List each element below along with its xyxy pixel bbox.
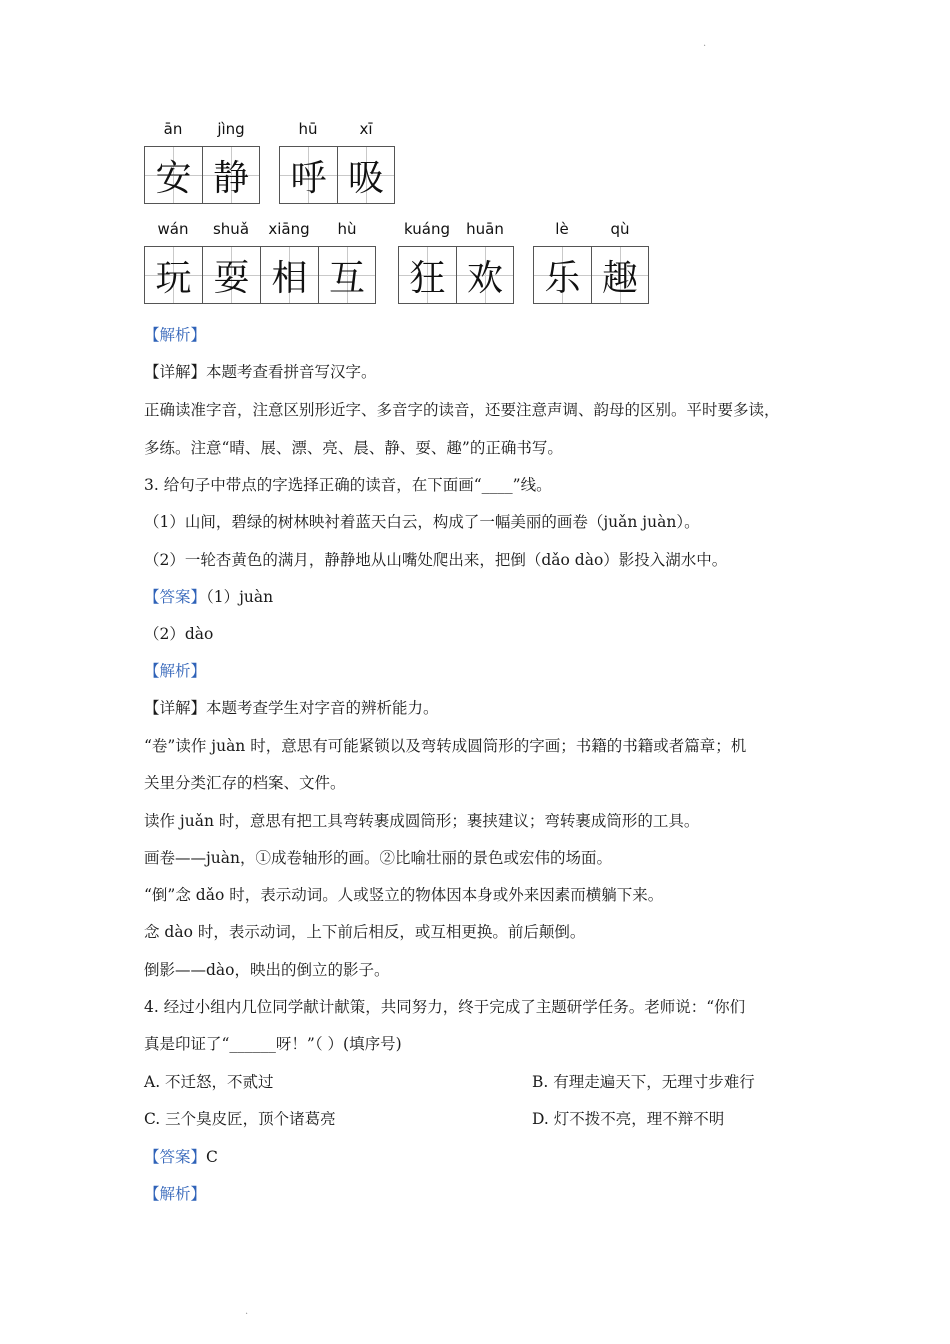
char-cell	[279, 120, 337, 204]
paragraph-line: 画卷——juàn，①成卷轴形的画。②比喻壮丽的景色或宏伟的场面。	[144, 849, 613, 867]
char-cell	[533, 220, 591, 304]
pinyin: wán	[157, 220, 189, 238]
char-cell	[202, 220, 260, 304]
hanzi: 安	[144, 146, 202, 204]
hanzi: 相	[260, 246, 318, 304]
analysis-label: 【解析】	[144, 1185, 207, 1203]
question-sentence: （1）山间，碧绿的树林映衬着蓝天白云，构成了一幅美丽的画卷（juǎn juàn）。	[144, 513, 700, 531]
char-cell	[456, 220, 514, 304]
option-c: C. 三个臭皮匠，顶个诸葛亮	[144, 1110, 336, 1128]
hanzi: 互	[318, 246, 376, 304]
hanzi: 呼	[279, 146, 337, 204]
paragraph-line: 正确读准字音，注意区别形近字、多音字的读音，还要注意声调、韵母的区别。平时要多读，	[144, 401, 780, 419]
paragraph-line: 倒影——dào，映出的倒立的影子。	[144, 961, 390, 979]
option-b: B. 有理走遍天下，无理寸步难行	[532, 1073, 755, 1091]
hanzi: 乐	[533, 246, 591, 304]
analysis-label: 【解析】	[144, 326, 207, 344]
question-stem: 4. 经过小组内几位同学献计献策，共同努力，终于完成了主题研学任务。老师说：“你们	[144, 998, 746, 1016]
word-lequ	[533, 220, 649, 304]
paragraph-line: 读作 juǎn 时，意思有把工具弯转裹成圆筒形；裹挟建议；弯转裹成筒形的工具。	[144, 812, 700, 830]
hanzi: 趣	[591, 246, 649, 304]
pinyin: shuǎ	[212, 220, 250, 238]
answer-line	[144, 585, 273, 607]
hanzi: 耍	[202, 246, 260, 304]
pinyin: lè	[555, 220, 569, 238]
question-sentence: （2）一轮杏黄色的满月，静静地从山嘴处爬出来，把倒（dǎo dào）影投入湖水中。	[144, 551, 728, 569]
hanzi: 欢	[456, 246, 514, 304]
pinyin: xī	[359, 120, 373, 138]
analysis-label: 【解析】	[144, 662, 207, 680]
pinyin: ān	[163, 120, 183, 138]
pinyin: jìng	[217, 120, 245, 138]
corner-dot: .	[703, 38, 707, 49]
option-a: A. 不迁怒，不贰过	[144, 1073, 274, 1091]
detail-text: 【详解】本题考查学生对字音的辨析能力。	[144, 699, 439, 717]
paragraph-line: 多练。注意“晴、展、漂、亮、晨、静、耍、趣”的正确书写。	[144, 439, 563, 457]
paragraph-line: “卷”读作 juàn 时，意思有可能紧锁以及弯转成圆筒形的字画；书籍的书籍或者篇章；机	[144, 737, 747, 755]
answer-text: （2）dào	[144, 625, 214, 643]
pinyin: huān	[466, 220, 504, 238]
char-cell	[318, 220, 376, 304]
hanzi: 吸	[337, 146, 395, 204]
footer-dot: .	[245, 1306, 249, 1317]
option-d: D. 灯不拨不亮，理不辩不明	[532, 1110, 725, 1128]
word-anjing	[144, 120, 260, 204]
pinyin: hū	[298, 120, 318, 138]
paragraph-line: “倒”念 dǎo 时，表示动词。人或竖立的物体因本身或外来因素而横躺下来。	[144, 886, 664, 904]
char-cell	[591, 220, 649, 304]
pinyin: hù	[337, 220, 357, 238]
hanzi: 狂	[398, 246, 456, 304]
char-cell	[202, 120, 260, 204]
detail-text: 【详解】本题考查看拼音写汉字。	[144, 363, 377, 381]
answer-text: （1）juàn	[206, 588, 274, 606]
answer-text: C	[206, 1148, 218, 1166]
char-cell	[144, 220, 202, 304]
question-stem: 3. 给句子中带点的字选择正确的读音，在下面画“____”线。	[144, 476, 552, 494]
word-kuanghuan	[398, 220, 514, 304]
pinyin: kuáng	[404, 220, 450, 238]
char-cell	[337, 120, 395, 204]
char-cell	[398, 220, 456, 304]
pinyin: qù	[610, 220, 630, 238]
word-wanshua-xianghu	[144, 220, 376, 304]
answer-line	[144, 1145, 218, 1167]
answer-label: 【答案】	[144, 588, 207, 606]
word-huxi	[279, 120, 395, 204]
paragraph-line: 念 dào 时，表示动词，上下前后相反，或互相更换。前后颠倒。	[144, 923, 586, 941]
paragraph-line: 关里分类汇存的档案、文件。	[144, 774, 346, 792]
char-cell	[144, 120, 202, 204]
hanzi: 玩	[144, 246, 202, 304]
answer-label: 【答案】	[144, 1148, 207, 1166]
hanzi: 静	[202, 146, 260, 204]
question-stem: 真是印证了“______呀！”（ ）(填序号)	[144, 1035, 402, 1053]
char-cell	[260, 220, 318, 304]
pinyin: xiāng	[268, 220, 310, 238]
